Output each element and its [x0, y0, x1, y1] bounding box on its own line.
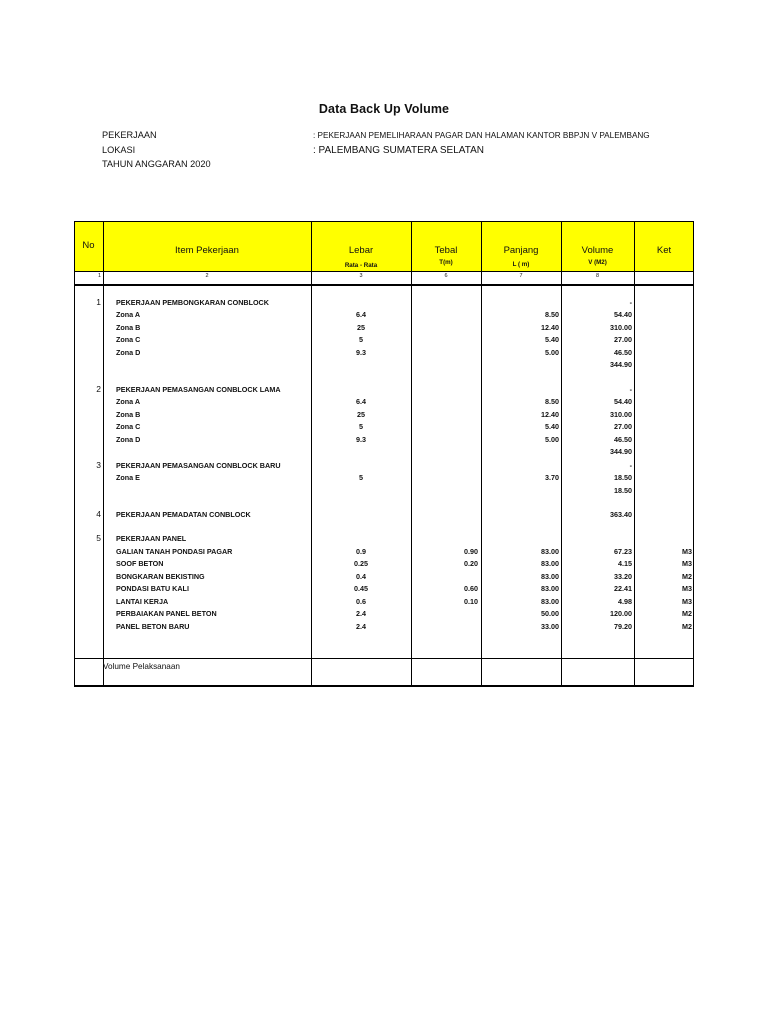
row-no: 2: [96, 384, 101, 394]
row-volume: -: [629, 385, 632, 394]
row-lebar: 25: [357, 323, 365, 332]
row-panjang: 3.70: [545, 473, 559, 482]
row-volume: 120.00: [610, 609, 632, 618]
rule-header: [74, 271, 694, 272]
row-item: Zona C: [116, 335, 141, 344]
rule-footer-top: [74, 658, 694, 659]
col-border-3: [411, 221, 412, 687]
footer-label: Volume Pelaksanaan: [103, 662, 180, 671]
row-item: SOOF BETON: [116, 559, 164, 568]
row-volume: -: [629, 461, 632, 470]
col-border-0: [74, 221, 75, 687]
row-ket: M2: [682, 609, 692, 618]
colnum-1: 1: [97, 273, 101, 279]
header-item: Item Pekerjaan: [175, 245, 239, 256]
rule-top: [74, 221, 694, 222]
row-lebar: 9.3: [356, 435, 366, 444]
rule-colnum: [74, 284, 694, 286]
row-panjang: 5.40: [545, 335, 559, 344]
row-item: Zona D: [116, 348, 141, 357]
row-panjang: 83.00: [541, 584, 559, 593]
row-lebar: 9.3: [356, 348, 366, 357]
row-panjang: 83.00: [541, 597, 559, 606]
header-panjang: Panjang: [503, 245, 539, 256]
row-ket: M3: [682, 584, 692, 593]
row-item: PERBAIAKAN PANEL BETON: [116, 609, 217, 618]
lokasi-label: LOKASI: [102, 145, 136, 155]
row-volume: -: [629, 298, 632, 307]
row-ket: M2: [682, 572, 692, 581]
tahun-label: TAHUN ANGGARAN 2020: [102, 159, 211, 169]
row-volume: 46.50: [614, 435, 632, 444]
row-panjang: 5.40: [545, 422, 559, 431]
lokasi-value: : PALEMBANG SUMATERA SELATAN: [313, 145, 484, 156]
row-volume: 46.50: [614, 348, 632, 357]
row-item: PANEL BETON BARU: [116, 622, 190, 631]
row-lebar: 5: [359, 422, 363, 431]
row-volume: 54.40: [614, 397, 632, 406]
row-volume: 33.20: [614, 572, 632, 581]
row-volume: 344.90: [610, 447, 632, 456]
col-border-7: [693, 221, 694, 687]
row-lebar: 5: [359, 335, 363, 344]
row-item: Zona C: [116, 422, 141, 431]
row-tebal: 0.20: [464, 559, 478, 568]
row-lebar: 2.4: [356, 622, 366, 631]
rule-bottom: [74, 685, 694, 687]
row-panjang: 83.00: [541, 572, 559, 581]
colnum-3: 3: [359, 273, 363, 279]
row-item: PEKERJAAN PEMASANGAN CONBLOCK LAMA: [116, 385, 281, 394]
colnum-2: 2: [205, 273, 209, 279]
row-no: 4: [96, 509, 101, 519]
row-volume: 363.40: [610, 510, 632, 519]
row-item: GALIAN TANAH PONDASI PAGAR: [116, 547, 233, 556]
row-volume: 27.00: [614, 422, 632, 431]
row-ket: M2: [682, 622, 692, 631]
row-panjang: 50.00: [541, 609, 559, 618]
row-item: BONGKARAN BEKISTING: [116, 572, 205, 581]
row-lebar: 25: [357, 410, 365, 419]
row-lebar: 5: [359, 473, 363, 482]
header-lebar-sub: Rata - Rata: [344, 262, 378, 269]
row-no: 5: [96, 533, 101, 543]
row-item: Zona B: [116, 323, 141, 332]
header-lebar: Lebar: [348, 245, 374, 256]
row-panjang: 8.50: [545, 310, 559, 319]
row-lebar: 0.25: [354, 559, 368, 568]
header-tebal: Tebal: [434, 245, 458, 256]
row-item: PONDASI BATU KALI: [116, 584, 189, 593]
row-volume: 54.40: [614, 310, 632, 319]
row-ket: M3: [682, 597, 692, 606]
row-volume: 310.00: [610, 410, 632, 419]
row-tebal: 0.10: [464, 597, 478, 606]
header-volume: Volume: [581, 245, 614, 256]
row-lebar: 0.45: [354, 584, 368, 593]
row-lebar: 6.4: [356, 310, 366, 319]
row-volume: 22.41: [614, 584, 632, 593]
row-lebar: 0.6: [356, 597, 366, 606]
row-lebar: 0.4: [356, 572, 366, 581]
row-item: LANTAI KERJA: [116, 597, 169, 606]
pekerjaan-value: : PEKERJAAN PEMELIHARAAN PAGAR DAN HALAMAN KANTOR BBPJN V PALEMBANG: [313, 131, 650, 140]
row-item: Zona E: [116, 473, 140, 482]
row-no: 3: [96, 460, 101, 470]
row-volume: 79.20: [614, 622, 632, 631]
col-border-1: [103, 221, 104, 687]
row-volume: 18.50: [614, 473, 632, 482]
header-panjang-sub: L ( m): [512, 261, 530, 268]
row-volume: 310.00: [610, 323, 632, 332]
row-panjang: 8.50: [545, 397, 559, 406]
row-tebal: 0.90: [464, 547, 478, 556]
row-ket: M3: [682, 559, 692, 568]
row-item: PEKERJAAN PEMBONGKARAN CONBLOCK: [116, 298, 269, 307]
volume-table: [74, 221, 694, 687]
row-panjang: 12.40: [541, 410, 559, 419]
row-panjang: 5.00: [545, 348, 559, 357]
row-volume: 4.98: [618, 597, 632, 606]
row-panjang: 5.00: [545, 435, 559, 444]
row-panjang: 83.00: [541, 547, 559, 556]
row-lebar: 0.9: [356, 547, 366, 556]
row-lebar: 2.4: [356, 609, 366, 618]
row-no: 1: [96, 297, 101, 307]
row-item: Zona A: [116, 397, 141, 406]
colnum-8: 8: [595, 273, 600, 279]
row-item: PEKERJAAN PEMADATAN CONBLOCK: [116, 510, 251, 519]
row-item: Zona D: [116, 435, 141, 444]
row-item: PEKERJAAN PEMASANGAN CONBLOCK BARU: [116, 461, 281, 470]
header-volume-sub: V (M2): [588, 259, 607, 266]
row-ket: M3: [682, 547, 692, 556]
page-title: Data Back Up Volume: [318, 102, 450, 116]
row-volume: 27.00: [614, 335, 632, 344]
header-no: No: [82, 240, 95, 251]
row-lebar: 6.4: [356, 397, 366, 406]
row-item: Zona A: [116, 310, 141, 319]
row-panjang: 83.00: [541, 559, 559, 568]
colnum-7: 7: [519, 273, 523, 279]
header-ket: Ket: [656, 245, 672, 256]
row-volume: 344.90: [610, 360, 632, 369]
row-item: Zona B: [116, 410, 141, 419]
row-volume: 4.15: [618, 559, 632, 568]
row-panjang: 12.40: [541, 323, 559, 332]
row-volume: 67.23: [614, 547, 632, 556]
pekerjaan-label: PEKERJAAN: [102, 130, 157, 140]
row-volume: 18.50: [614, 486, 632, 495]
row-panjang: 33.00: [541, 622, 559, 631]
colnum-6: 6: [444, 273, 448, 279]
header-tebal-sub: T(m): [439, 259, 453, 266]
row-item: PEKERJAAN PANEL: [116, 534, 187, 543]
row-tebal: 0.60: [464, 584, 478, 593]
